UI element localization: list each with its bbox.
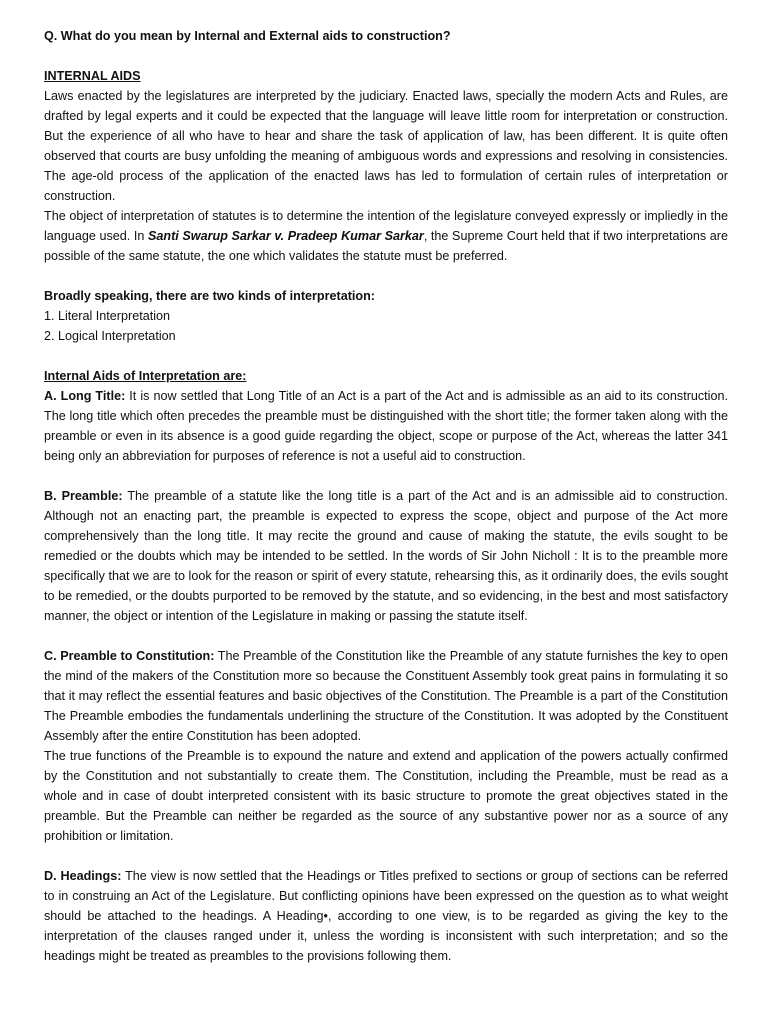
kinds-item-logical: 2. Logical Interpretation [44,329,176,343]
internal-aids-list-heading: Internal Aids of Interpretation are: [44,369,247,383]
section-preamble-constitution-cont: The true functions of the Preamble is to expound the nature and extend and application of the powers actually confirmed by the Constitution and not substantially to create them. The Constitution, including the Preamble, must be read as a whole and in case of doubt interpreted consistent with its basic structure to promote the great objectives stated in the preamble. But the Preamble can neither be regarded as the source of any substantive power nor as a source of any prohibition or limitation. [44,749,728,843]
kinds-item-literal: 1. Literal Interpretation [44,309,171,323]
section-long-title: A. Long Title: It is now settled that Long Title of an Act is a part of the Act and is admissible as an aid to its construction. The long title which often precedes the preamble must be distinguished with the short title; the former taken along with the preamble or even in its absence is a good guide regarding the object, scope or purpose of the Act, whereas the latter 341 being only an abbreviation for purposes of reference is not a useful aid to construction. [44,389,728,463]
document-page [44,26,728,966]
intro-paragraph-2: The object of interpretation of statutes is to determine the intention of the legislature conveyed expressly or impliedly in the language used. In Santi Swarup Sarkar v. Pradeep Kumar Sarkar, the Supreme Court held that if two interpretations are possible of the same statute, the one which validates the statute must be preferred. [44,209,728,263]
section-label: A. Long Title: [44,389,126,403]
section-label: D. Headings: [44,869,122,883]
case-name: Santi Swarup Sarkar v. Pradeep Kumar Sarkar [148,229,424,243]
internal-aids-heading: INTERNAL AIDS [44,69,141,83]
section-label: B. Preamble: [44,489,123,503]
section-label: C. Preamble to Constitution: [44,649,215,663]
section-headings: D. Headings: The view is now settled that the Headings or Titles prefixed to sections or group of sections can be referred to in construing an Act of the Legislature. But conflicting opinions have been expressed on the question as to what weight should be attached to the headings. A Heading•, according to one view, is to be regarded as giving the key to the interpretation of the clauses ranged under it, unless the wording is inconsistent with such interpretation; and so the headings might be treated as preambles to the provisions following them. [44,869,728,963]
intro-paragraph-1: Laws enacted by the legislatures are interpreted by the judiciary. Enacted laws, specially the modern Acts and Rules, are drafted by legal experts and it could be expected that the language will leave little room for interpretation or construction. But the experience of all who have to hear and share the task of application of law, has been different. It is quite often observed that courts are busy unfolding the meaning of ambiguous words and expressions and resolving in consistencies. The age-old process of the application of the enacted laws has led to formulation of certain rules of interpretation or construction. [44,89,728,203]
section-preamble: B. Preamble: The preamble of a statute like the long title is a part of the Act and is an admissible aid to construction. Although not an enacting part, the preamble is expected to express the scope, object and purpose of the Act more comprehensively than the long title. It may recite the ground and cause of making the statute, the evils sought to be remedied or the doubts which may be intended to be settled. In the words of Sir John Nicholl : It is to the preamble more specifically that we are to look for the reason or spirit of every statute, rehearsing this, as it ordinarily does, the evils sought to be remedied, or the doubts purported to be removed by the statute, and so evidencing, in the best and most satisfactory manner, the object or intention of the Legislature in making or passing the statute itself. [44,489,728,623]
section-preamble-constitution: C. Preamble to Constitution: The Preamble of the Constitution like the Preamble of any statute furnishes the key to open the mind of the makers of the Constitution more so because the Constituent Assembly took great pains in formulating it so that it may reflect the essential features and basic objectives of the Constitution. The Preamble is a part of the Constitution The Preamble embodies the fundamentals underlining the structure of the Constitution. It was adopted by the Constituent Assembly after the entire Constitution has been adopted. [44,649,728,743]
question-title: Q. What do you mean by Internal and External aids to construction? [44,29,451,43]
kinds-heading: Broadly speaking, there are two kinds of interpretation: [44,289,375,303]
